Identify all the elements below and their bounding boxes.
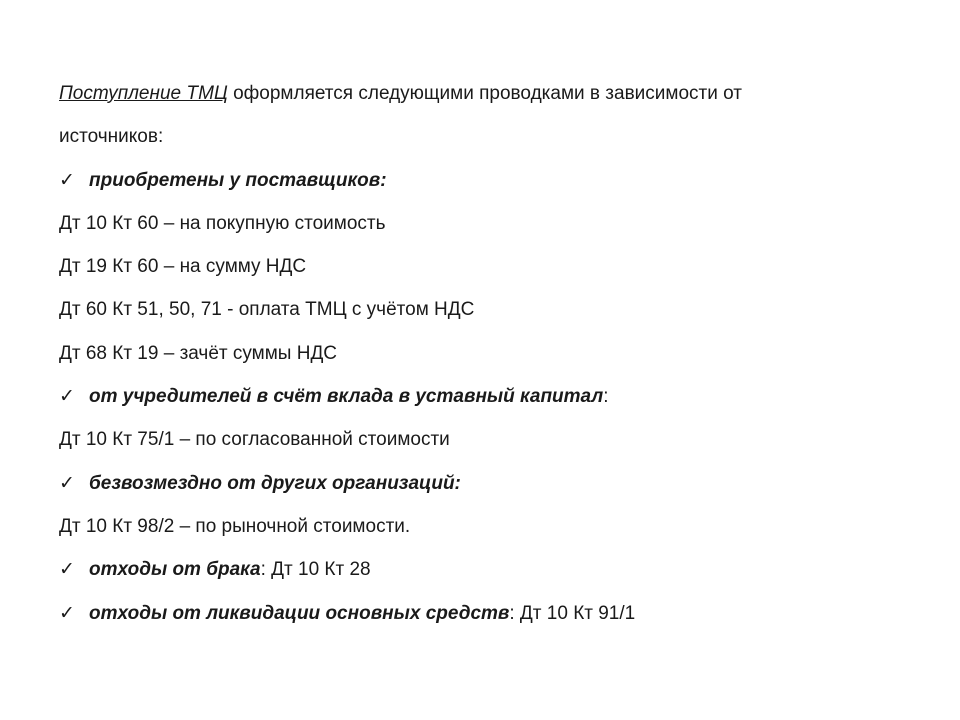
checkmark-icon: ✓ [59, 169, 75, 191]
checkmark-icon: ✓ [59, 386, 75, 408]
section-heading [59, 462, 919, 505]
section-heading-text: от учредителей в счёт вклада в уставный капитал [89, 386, 604, 408]
section-heading-suffix: : Дт 10 Кт 28 [260, 559, 371, 581]
section-heading [59, 548, 919, 591]
section-heading [59, 592, 919, 635]
intro-title: Поступление ТМЦ [59, 83, 228, 104]
intro-line-1 [59, 72, 919, 115]
section-heading-suffix: : [603, 386, 609, 408]
section-heading-text: приобретены у поставщиков: [89, 169, 387, 191]
entry-line: Дт 10 Кт 75/1 – по согласованной стоимости [59, 429, 450, 451]
slide-content [59, 72, 919, 635]
section-heading [59, 159, 919, 202]
section-heading-text: безвозмездно от других организаций: [89, 472, 461, 494]
entry-line: Дт 10 Кт 60 – на покупную стоимость [59, 212, 386, 234]
section-heading-suffix: : Дт 10 Кт 91/1 [509, 602, 636, 624]
section-heading [59, 375, 919, 418]
entry-line: Дт 19 Кт 60 – на сумму НДС [59, 256, 307, 278]
checkmark-icon: ✓ [59, 559, 75, 581]
intro-line-2: источников: [59, 126, 164, 148]
checkmark-icon: ✓ [59, 602, 75, 624]
section-heading-text: отходы от ликвидации основных средств [89, 602, 510, 624]
entry-line: Дт 60 Кт 51, 50, 71 - оплата ТМЦ с учётом НДС [59, 299, 475, 321]
section-heading-text: отходы от брака [89, 559, 261, 581]
checkmark-icon: ✓ [59, 472, 75, 494]
entry-line: Дт 68 Кт 19 – зачёт суммы НДС [59, 342, 338, 364]
entry-line: Дт 10 Кт 98/2 – по рыночной стоимости. [59, 515, 411, 537]
intro-text: оформляется следующими проводками в зависимости от [227, 83, 742, 104]
